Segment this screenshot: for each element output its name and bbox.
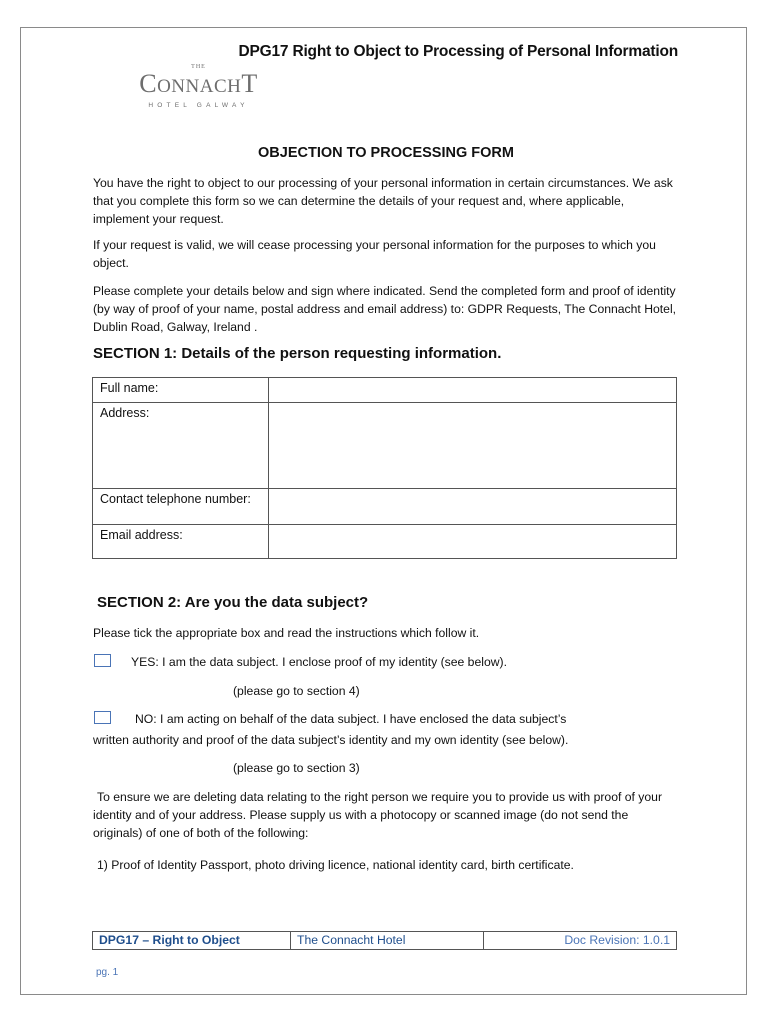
tick-instruction: Please tick the appropriate box and read the instructions which follow it. — [93, 626, 480, 640]
page-number: pg. 1 — [96, 967, 119, 978]
table-row — [93, 489, 677, 525]
email-label: Email address: — [93, 525, 269, 559]
no-goto-text: (please go to section 3) — [233, 761, 360, 775]
proof-paragraph: To ensure we are deleting data relating to the right person we require you to provide us with proof of your identity and of your address. Please supply us with a photocopy or scanned image (do not send the originals) of one of both of the following: — [93, 790, 663, 840]
details-table — [92, 377, 677, 559]
table-row — [93, 403, 677, 489]
table-row — [93, 378, 677, 403]
full-name-field[interactable] — [269, 378, 677, 403]
yes-goto-text: (please go to section 4) — [233, 684, 360, 698]
no-option-text-line1: NO: I am acting on behalf of the data subject. I have enclosed the data subject’s — [135, 712, 567, 726]
no-option-text-line2: written authority and proof of the data subject’s identity and my own identity (see below). — [93, 733, 569, 747]
table-row — [93, 932, 677, 950]
section1-heading: SECTION 1: Details of the person requesting information. — [93, 345, 502, 362]
address-field[interactable] — [269, 403, 677, 489]
form-title: OBJECTION TO PROCESSING FORM — [258, 145, 514, 161]
footer-doc-name: DPG17 – Right to Object — [93, 932, 291, 950]
intro-paragraph-3: Please complete your details below and sign where indicated. Send the completed form and proof of identity (by way of proof of your name, postal address and email address) to: GDPR Requests, The Connacht Hotel, Dublin Road, Galway, Ireland . — [93, 284, 677, 334]
yes-checkbox[interactable] — [94, 654, 111, 667]
footer-hotel-name: The Connacht Hotel — [291, 932, 484, 950]
proof-item-1: 1) Proof of Identity Passport, photo driving licence, national identity card, birth certificate. — [97, 858, 574, 872]
section2-heading: SECTION 2: Are you the data subject? — [97, 594, 369, 611]
telephone-label: Contact telephone number: — [93, 489, 269, 525]
document-header-title: DPG17 Right to Object to Processing of Personal Information — [238, 43, 678, 60]
intro-paragraph-2: If your request is valid, we will cease processing your personal information for the purposes to which you object. — [93, 238, 656, 270]
footer-revision: Doc Revision: 1.0.1 — [484, 932, 677, 950]
yes-option-text: YES: I am the data subject. I enclose proof of my identity (see below). — [131, 655, 507, 669]
full-name-label: Full name: — [93, 378, 269, 403]
no-checkbox[interactable] — [94, 711, 111, 724]
address-label: Address: — [93, 403, 269, 489]
logo-the: THE — [191, 64, 206, 70]
intro-paragraph-1: You have the right to object to our processing of your personal information in certain circumstances. We ask that you complete this form so we can determine the details of your request and, where applicable, implement your request. — [93, 176, 673, 226]
table-row — [93, 525, 677, 559]
logo-subtitle: HOTEL GALWAY — [148, 102, 249, 109]
connacht-hotel-logo — [121, 64, 281, 114]
email-field[interactable] — [269, 525, 677, 559]
telephone-field[interactable] — [269, 489, 677, 525]
logo-name: CONNACHT — [139, 69, 258, 98]
footer-table — [92, 931, 677, 950]
